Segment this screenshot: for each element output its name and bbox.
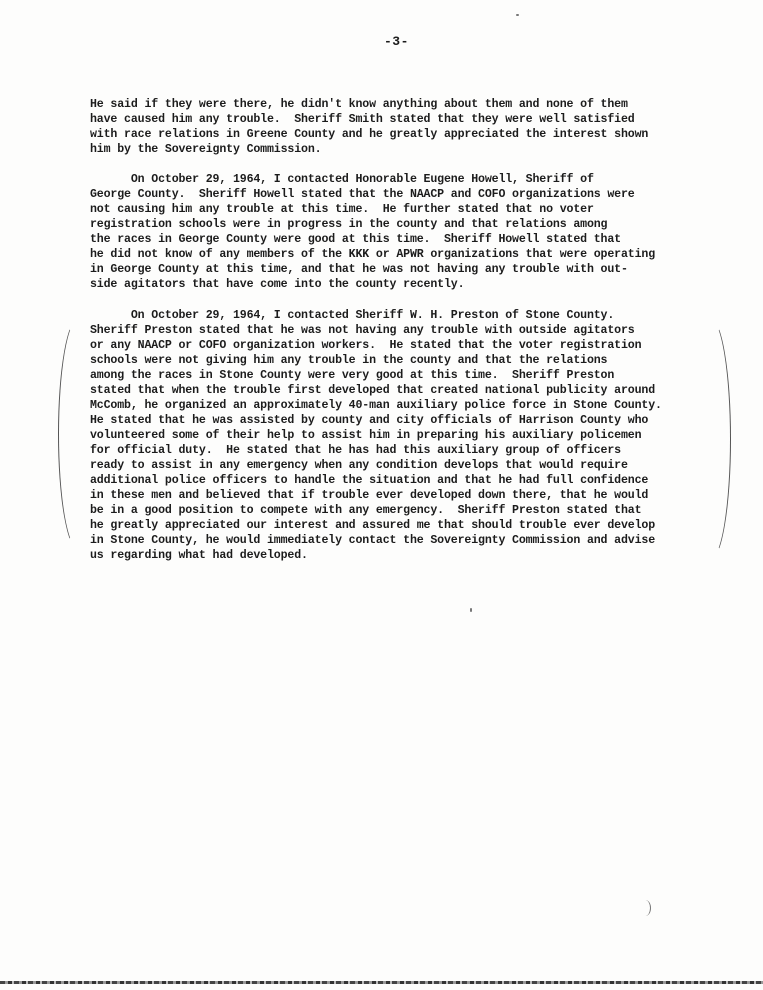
paragraph-line: the races in George County were good at this time. Sheriff Howell stated that (90, 233, 621, 246)
paragraph-line: be in a good position to compete with any emergency. Sheriff Preston stated that (90, 504, 642, 517)
paragraph-line: McComb, he organized an approximately 40-man auxiliary police force in Stone County. (90, 399, 662, 412)
paragraph-line: for official duty. He stated that he has had this auxiliary group of officers (90, 444, 621, 457)
paragraph-line: side agitators that have come into the county recently. (90, 278, 465, 291)
scan-speck (470, 608, 472, 612)
paragraph-line: or any NAACP or COFO organization workers. He stated that the voter registration (90, 339, 642, 352)
paragraph-line: not causing him any trouble at this time. He further stated that no voter (90, 203, 594, 216)
paragraph-line: stated that when the trouble first developed that created national publicity around (90, 384, 656, 397)
paragraph-line: with race relations in Greene County and he greatly appreciated the interest shown (90, 128, 649, 141)
paragraph-line: Sheriff Preston stated that he was not having any trouble with outside agitators (90, 324, 635, 337)
scan-speck (516, 14, 519, 16)
paragraph-line: in George County at this time, and that he was not having any trouble with out- (90, 263, 628, 276)
handwritten-right-bracket (690, 318, 731, 560)
paragraph-line: George County. Sheriff Howell stated that the NAACP and COFO organizations were (90, 188, 635, 201)
paragraph-line: He said if they were there, he didn't know anything about them and none of them (90, 98, 628, 111)
paragraph-line: among the races in Stone County were very good at this time. Sheriff Preston (90, 369, 615, 382)
handwritten-left-bracket (58, 318, 99, 550)
paragraph-line: he greatly appreciated our interest and assured me that should trouble ever develop (90, 519, 656, 532)
scan-bottom-edge (0, 981, 763, 984)
paragraph-line: schools were not giving him any trouble in the county and that the relations (90, 354, 608, 367)
paragraph-line: On October 29, 1964, I contacted Sheriff W. H. Preston of Stone County. (90, 309, 615, 322)
paragraph-line: in these men and believed that if trouble ever developed down there, that he would (90, 489, 649, 502)
scan-pen-mark (640, 900, 651, 916)
paragraph-line: He stated that he was assisted by county and city officials of Harrison County who (90, 414, 649, 427)
paragraph-line: he did not know of any members of the KKK or APWR organizations that were operating (90, 248, 656, 261)
paragraph-line: him by the Sovereignty Commission. (90, 143, 322, 156)
paragraph-line: additional police officers to handle the situation and that he had full confidence (90, 474, 649, 487)
paragraph-line: volunteered some of their help to assist him in preparing his auxiliary policemen (90, 429, 642, 442)
paragraph-line: have caused him any trouble. Sheriff Smith stated that they were well satisfied (90, 113, 635, 126)
paragraph-line: ready to assist in any emergency when any condition develops that would require (90, 459, 628, 472)
paragraph-line: On October 29, 1964, I contacted Honorable Eugene Howell, Sheriff of (90, 173, 594, 186)
paragraph-line: registration schools were in progress in the county and that relations among (90, 218, 608, 231)
paragraph-line: in Stone County, he would immediately contact the Sovereignty Commission and advise (90, 534, 656, 547)
paragraph-line: us regarding what had developed. (90, 549, 308, 562)
page-number: -3- (384, 34, 409, 49)
